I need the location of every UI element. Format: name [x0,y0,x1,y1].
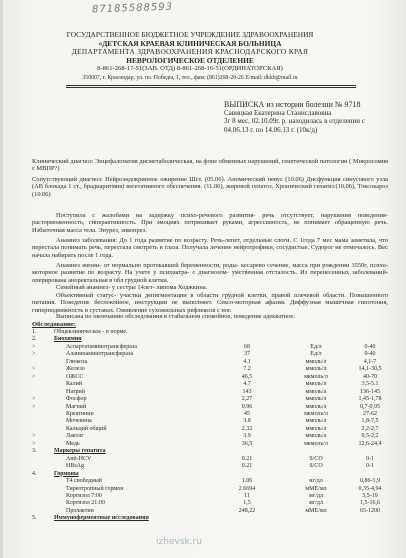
lab-row [32,441,396,448]
lab-reference-range: 1,8-7,5 [361,418,379,425]
lab-unit: мМЕ/мл [305,507,327,514]
lab-row-marker: 3. [32,448,37,455]
lab-reference-range: 14,1-30,5 [358,366,382,373]
lab-row-marker: > [32,343,36,350]
lab-unit: ммоль/л [305,396,327,403]
patient-name: Савицкая Екатерина Станиславовна [224,109,332,118]
lab-row-marker: > [32,373,36,380]
lab-reference-range: 0,35-4,94 [358,485,382,492]
life-history-text: Анамнез жизни- от нормально протекавшей беременности, роды- кесарево сечение, масса при рождении 3550г, психо-моторное развитие по возрасту. На учете у психиатра- с диагнозом- умственная отсталость. Из перенесенных заболеваний- оперирована аноректальная в обл грудной клетки. [32,262,388,284]
lab-value: 7.2 [243,366,251,373]
lab-reference-range: 5,5-19 [362,492,378,499]
lab-value: 3.9 [243,433,251,440]
lab-unit [288,471,344,478]
lab-row-marker: < [32,366,36,373]
lab-test-name: Гормоны [54,470,79,477]
lab-row [32,366,396,373]
lab-row-marker [32,418,54,425]
lab-unit: ммоль/л [305,381,327,388]
lab-test-name: Аспартатаминотрансфераза [66,343,137,350]
objective-status-text: Объективный статус- участки депигментации в области грудной клетки, правой плечевой области. Повышенного питания. Поведение беспокойное, инструкции не выполняет. Сексо-моторная афазия. Диффузная мышечная гипотония, гиперподвижность в суставах. Оживление сухожильных рефлексов с ног. [32,292,388,314]
lab-row-marker: > [32,396,36,403]
lab-row-marker [32,389,54,396]
lab-value: 2,27 [241,396,253,403]
lab-row-marker [32,381,54,388]
lab-value: 143 [242,388,252,395]
lab-value [206,329,288,336]
lab-row [32,433,396,440]
lab-value: 0.21 [241,455,253,462]
lab-value [206,448,288,455]
lab-value: 37 [244,351,250,358]
lab-value: 46,5 [241,373,253,380]
lab-row-marker [32,508,54,515]
lab-unit: мМЕ/мл [305,485,327,492]
disease-history-text: Анамнез заболевания: До 1 года развитие по возрасту. Речь-лепет, отдельные слоги. С 1года 7 мес мама заметила, что перестала понимать речь, перестала смотреть в глаза. Получала лечение нейротрофики, сосудистые. Судорог не отмечалось. Вес начала набирать после 1 года. [32,237,388,259]
family-history-paragraph [32,284,388,291]
lab-unit: S/CO [309,463,323,470]
lab-unit: нг/дл [309,478,323,485]
lab-value: 3.8 [243,418,251,425]
lab-row [32,418,396,425]
lab-value: 0.21 [241,463,253,470]
lab-unit: мг/дл [309,492,323,499]
header-divider [66,85,356,86]
lab-test-name: Калий [66,381,83,388]
lab-row-marker: > [32,351,36,358]
lab-test-name: Т4 свободный [66,478,103,485]
extract-block [224,101,365,134]
lab-unit: мкмоль/л [304,410,328,417]
lab-value [206,471,288,478]
lab-value [206,515,288,522]
lab-row [32,351,396,358]
lab-reference-range: 12,6-24,4 [358,440,382,447]
lab-value: 248,22 [238,507,256,514]
lab-row-marker: 4. [32,470,37,477]
lab-test-name: Железо [66,366,85,373]
lab-test-name: ОЖСС [66,373,84,380]
header-line-4: НЕВРОЛОГИЧЕСКОЕ ОТДЕЛЕНИЕ [126,55,254,65]
objective-status-paragraph [32,292,388,314]
lab-value: 36,5 [241,440,253,447]
lab-reference-range: 0,5-2,2 [361,433,379,440]
lab-row-marker [32,500,54,507]
lab-reference-range: 0-40 [364,351,376,358]
header-line-1: ГОСУДАРСТВЕННОЕ БЮДЖЕТНОЕ УЧРЕЖДЕНИЕ ЗДРАВООХРАНЕНИЯ [66,30,314,39]
lab-unit: мкмоль/л [304,440,328,447]
lab-unit: мкмоль/л [304,373,328,380]
lab-reference-range [344,336,396,343]
lab-reference-range: 1,45-1,78 [358,396,382,403]
lab-test-name: Медь [66,440,80,447]
lab-row [32,456,396,463]
lab-row [32,493,396,500]
lab-row-marker [32,493,54,500]
complaints-text: Поступила с жалобами на задержку психо-речевого развития- речь отсутствует, нарушения поведения-расторможенность, гиперактивность. При эмоциях потряхивает руками, агрессивность, не понимает обращенную речь. Избыточная масса тела. Энурез, энкопрез. [32,212,388,234]
lab-test-name: Глюкоза [66,358,88,365]
lab-value: 2.6694 [238,485,256,492]
header-line-5: 8-861-268-17-51(ЗАВ. ОТД) 8-861-268-16-51(ОРДИНАТОРСКАЯ) [97,65,283,72]
lab-unit: Ед/л [310,351,322,358]
extract-title: ВЫПИСКА из истории болезни № 9718 [224,100,361,109]
lab-row-marker: 1. [32,329,37,335]
lab-reference-range: 0-1 [366,455,374,462]
lab-row-marker [32,359,54,366]
lab-test-name: Лактат [66,433,84,440]
lab-row [32,396,396,403]
lab-reference-range: 4,1-7 [363,358,377,365]
lab-row [32,463,396,470]
lab-reference-range: 40-70 [363,373,377,380]
lab-row-marker [32,456,54,463]
extract-dates: 04.06.13 г. по 14.06.13 г. (10к/д) [224,125,318,134]
lab-test-name: Общеклиническое - в норме. [54,329,128,335]
lab-test-name: Иммуноферментные исследования [54,515,149,522]
exam-title: Обследование: [32,321,76,328]
lab-value: 11 [244,492,250,499]
lab-unit: ммоль/л [305,358,327,365]
lab-reference-range: 0-1 [366,463,374,470]
lab-reference-range: 0,7-0,95 [360,403,380,410]
lab-unit [288,515,344,522]
clinical-diagnosis: Клинический диагноз: Энцефалопатия дисметаболическая, на фоне обменных нарушений, генетической патологии ( Микросомия с МВПР?) [32,158,388,173]
lab-row-marker: > [32,403,36,410]
lab-value [206,336,288,343]
header-divider-2 [66,87,356,88]
header-line-6: 350007, г. Краснодар, ул. пл. Победы, 1, тел., факс (861)268-28-26 E-mail: dkkb@mail.ru [82,74,298,81]
lab-unit [288,329,344,336]
disease-history-paragraph [32,237,388,259]
lab-reference-range: 0-40 [364,343,376,350]
lab-reference-range: 136-145 [360,388,380,395]
lab-row-marker [32,426,54,433]
lab-test-name: Биохимия [54,336,82,343]
lab-test-name: HBsAg [66,463,85,470]
lab-test-name: Кортизол 21:00 [66,500,105,507]
lab-value: 1,5 [243,500,251,507]
site-watermark: izhevsk.ru [156,537,202,547]
lab-value: 4.1 [243,358,251,365]
lab-test-name: Натрий [66,388,85,395]
lab-row [32,500,396,507]
complaints-paragraph [32,212,388,234]
handwritten-note: 87185588593 [91,1,174,16]
lab-unit: Ед/л [310,343,322,350]
lab-row [32,329,396,336]
lab-row [32,411,396,418]
concomitant-diagnosis: Сопутствующий диагноз: Нейроэндокринное ожирение Шст. (05.06). Аномический невус (10.06) Дисфункция синусового узла (АВ блокада 1 ст., брадиаритмия) вегетативного обеспечения. (11.06), жировой гепатоз. Хронический гепатит.(10.06), Токсокароз (10.06) [32,176,388,198]
lab-unit [288,448,344,455]
lab-row [32,486,396,493]
lab-test-name: Креатинин [66,410,94,417]
lab-row-marker: 5. [32,515,37,522]
extract-age-line: 3г 8 мес, 02.10.09г. р. находилась в отделении с [224,117,365,126]
lab-row [32,448,396,455]
lab-row-marker [32,486,54,493]
lab-reference-range: 2,2-2,7 [361,425,379,432]
lab-unit: ммоль/л [305,366,327,373]
lab-test-name: Фосфор [66,396,87,403]
lab-value: 1.06 [241,478,253,485]
lab-unit [288,336,344,343]
lab-value: 68 [244,343,250,350]
lab-unit: ммоль/л [305,418,327,425]
lab-unit: ммоль/л [305,388,327,395]
lab-row-marker [32,411,54,418]
lab-test-name: Тиреотропный гормон [66,485,124,492]
lab-unit: ммоль/л [305,425,327,432]
lab-row-marker [32,463,54,470]
lab-test-name: Кальций общий [66,425,107,432]
lab-test-name: Мочевина [66,418,92,425]
lab-row-marker: 2. [32,336,37,343]
lab-unit: S/CO [309,455,323,462]
lab-row [32,426,396,433]
lab-results-table [32,329,396,523]
lab-row [32,374,396,381]
life-history-paragraph [32,262,388,284]
lab-unit: ммоль/л [305,433,327,440]
lab-test-name: Маркеры гепатита [54,448,106,455]
lab-row-marker: > [32,440,36,447]
lab-test-name: Anti-HCV [66,455,92,462]
header-line-3: ДЕПАРТАМЕНТА ЗДРАВООХРАНЕНИЯ КРАСНОДАРСКОГО КРАЯ [71,47,309,56]
lab-row [32,404,396,411]
lab-row [32,478,396,485]
lab-reference-range: 65-1200 [360,507,380,514]
lab-row [32,359,396,366]
lab-row [32,336,396,343]
lab-value: 2.32 [241,425,253,432]
family-history-text: Семейный анамнез- у сестры 14лет- липома Ходжкина. [56,284,208,291]
lab-row-marker [32,478,54,485]
discharge-text: Выписана по окончанию обследования в стабильном спокойное, поведение адекватное. [56,313,295,320]
institution-header [40,31,340,82]
lab-reference-range [344,471,396,478]
lab-test-name: Пролактин [66,507,94,514]
lab-reference-range: 3,5-5.1 [361,381,379,388]
lab-reference-range [344,329,396,336]
lab-value: 45 [244,410,250,417]
lab-row [32,381,396,388]
lab-row [32,389,396,396]
lab-row [32,471,396,478]
lab-row [32,515,396,522]
lab-value: 4.7 [243,381,251,388]
scan-edge [0,0,3,558]
lab-test-name: Аланинаминотрансфераза [66,351,133,358]
discharge-paragraph [32,313,388,320]
lab-reference-range: 0,86-1,9 [360,478,380,485]
lab-value: 0.96 [241,403,253,410]
header-line-2: «ДЕТСКАЯ КРАЕВАЯ КЛИНИЧЕСКАЯ БОЛЬНИЦА [98,38,282,48]
lab-reference-range: 1,5-16,6 [360,500,380,507]
lab-unit: ммоль/л [305,403,327,410]
lab-reference-range: 27-62 [363,410,377,417]
lab-test-name: Магний [66,403,87,410]
lab-reference-range [344,448,396,455]
lab-unit: мг/дл [309,500,323,507]
lab-row-marker: > [32,433,36,440]
lab-reference-range [344,515,396,522]
lab-test-name: Кортизол 7:00 [66,492,102,499]
